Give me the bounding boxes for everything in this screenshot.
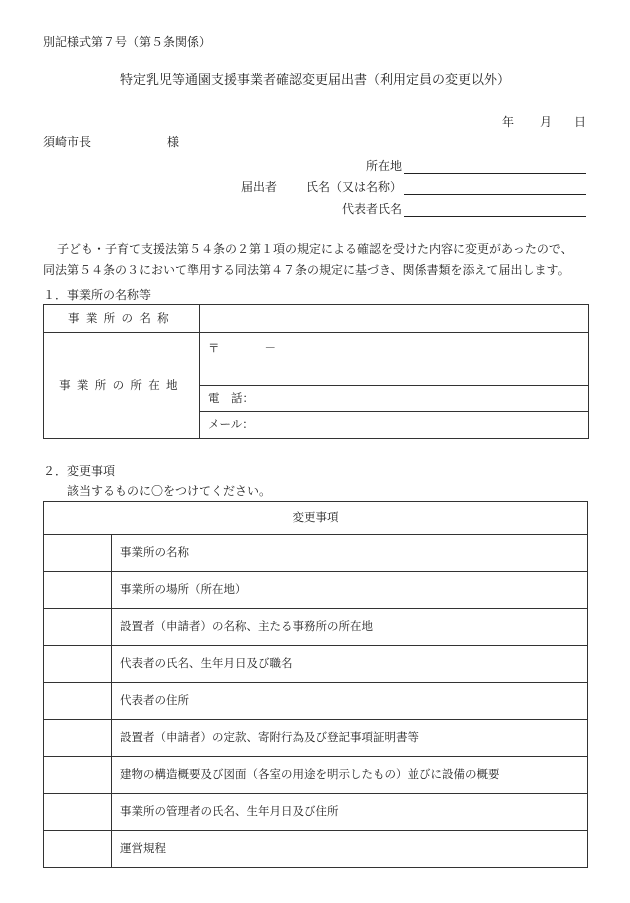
form-number: 別記様式第７号（第５条関係） bbox=[43, 35, 212, 49]
applicant-address-line[interactable] bbox=[404, 173, 586, 174]
facility-info-table bbox=[43, 304, 589, 439]
body-text-line-1: 子ども・子育て支援法第５４条の２第１項の規定による確認を受けた内容に変更があったので、 bbox=[57, 242, 573, 256]
change-item-label: 設置者（申請者）の定款、寄附行為及び登記事項証明書等 bbox=[112, 720, 588, 757]
change-item-label: 事業所の管理者の氏名、生年月日及び住所 bbox=[112, 794, 588, 831]
change-item-check-cell[interactable] bbox=[44, 535, 112, 572]
phone-label: 電 話： bbox=[208, 390, 254, 405]
change-item-check-cell[interactable] bbox=[44, 831, 112, 868]
applicant-address-label: 所在地 bbox=[365, 159, 402, 173]
addressee-honorific: 様 bbox=[167, 135, 180, 149]
change-item-label: 事業所の名称 bbox=[112, 535, 588, 572]
section2-heading: ２．変更事項 bbox=[43, 464, 116, 478]
change-items-header: 変更事項 bbox=[44, 502, 588, 535]
applicant-name-label: 氏名（又は名称） bbox=[305, 180, 402, 194]
change-item-check-cell[interactable] bbox=[44, 646, 112, 683]
facility-location-label: 事業所の所在地 bbox=[44, 333, 200, 439]
facility-phone-field[interactable] bbox=[200, 386, 589, 412]
change-item-check-cell[interactable] bbox=[44, 609, 112, 646]
date-year-label: 年 bbox=[502, 115, 515, 129]
form-title: 特定乳児等通園支援事業者確認変更届出書（利用定員の変更以外） bbox=[119, 73, 510, 88]
change-item-label: 事業所の場所（所在地） bbox=[112, 572, 588, 609]
addressee-name: 須崎市長 bbox=[43, 135, 92, 149]
postal-dash: － bbox=[264, 341, 276, 355]
date-day-label: 日 bbox=[574, 115, 587, 129]
facility-name-field[interactable] bbox=[200, 305, 589, 333]
representative-name-line[interactable] bbox=[404, 216, 586, 217]
change-items-table bbox=[43, 501, 588, 868]
facility-email-field[interactable] bbox=[200, 412, 589, 439]
facility-postal-field[interactable] bbox=[200, 333, 589, 386]
applicant-name-line[interactable] bbox=[404, 194, 586, 195]
change-item-label: 代表者の住所 bbox=[112, 683, 588, 720]
change-item-label: 設置者（申請者）の名称、主たる事務所の所在地 bbox=[112, 609, 588, 646]
section2-instruction: 該当するものに〇をつけてください。 bbox=[67, 484, 272, 498]
applicant-label: 届出者 bbox=[241, 180, 278, 194]
date-month-label: 月 bbox=[540, 115, 553, 129]
change-item-label: 建物の構造概要及び図面（各室の用途を明示したもの）並びに設備の概要 bbox=[112, 757, 588, 794]
body-text-line-2: 同法第５４条の３において準用する同法第４７条の規定に基づき、関係書類を添えて届出します。 bbox=[43, 263, 570, 277]
representative-name-label: 代表者氏名 bbox=[341, 202, 402, 216]
change-item-check-cell[interactable] bbox=[44, 683, 112, 720]
change-item-check-cell[interactable] bbox=[44, 794, 112, 831]
section1-heading: １．事業所の名称等 bbox=[43, 288, 152, 302]
facility-name-label: 事業所の名称 bbox=[44, 305, 200, 333]
postal-mark: 〒 bbox=[208, 341, 220, 355]
change-item-check-cell[interactable] bbox=[44, 572, 112, 609]
change-item-check-cell[interactable] bbox=[44, 720, 112, 757]
change-item-check-cell[interactable] bbox=[44, 757, 112, 794]
change-item-label: 代表者の氏名、生年月日及び職名 bbox=[112, 646, 588, 683]
change-item-label: 運営規程 bbox=[112, 831, 588, 868]
email-label: メール： bbox=[208, 417, 254, 432]
